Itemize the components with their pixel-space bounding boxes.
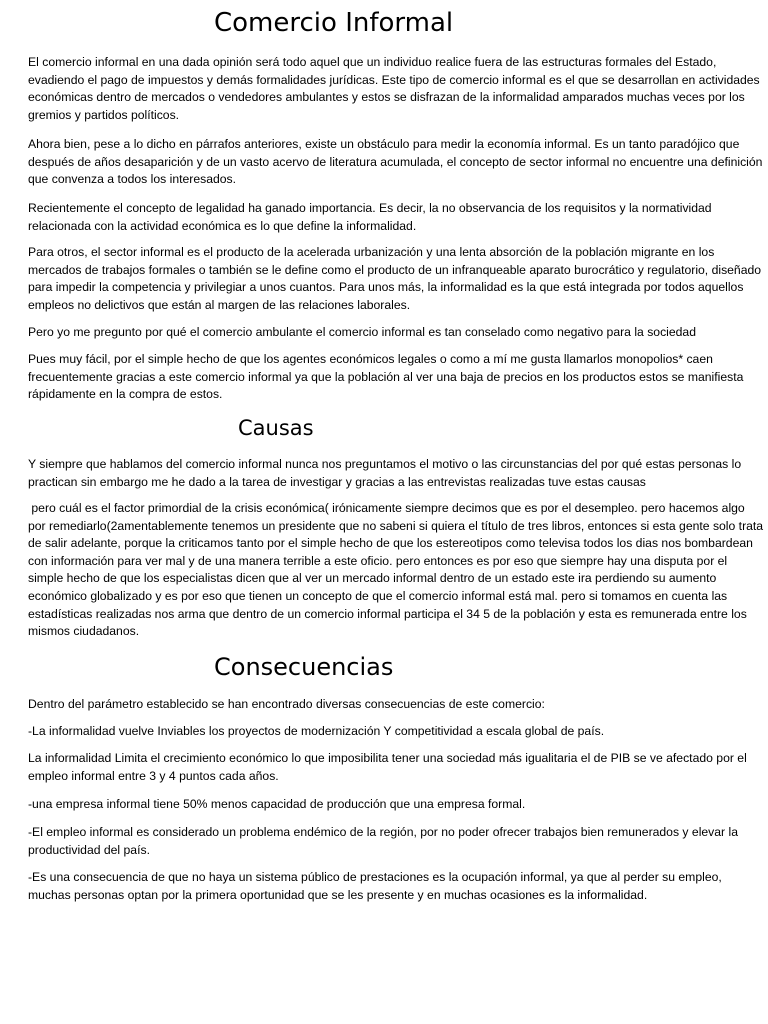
consecuencias-paragraph-3: La informalidad Limita el crecimiento económico lo que imposibilita tener una sociedad más igualitaria el de PIB se ve afectado por el empleo informal entre 3 y 4 puntos cada años. [28, 751, 747, 783]
intro-paragraph-1: El comercio informal en una dada opinión será todo aquel que un individuo realice fuera de las estructuras formales del Estado, evadiendo el pago de impuestos y demás formalidades jurídicas. Este tipo de comercio informal es el que se desarrollan en actividades económicas dentro de mercados o vendedores ambulantes y estos se disfrazan de la informalidad amparados muchas veces por los gremios y partidos políticos. [28, 55, 760, 122]
consecuencias-paragraph-4: -una empresa informal tiene 50% menos capacidad de producción que una empresa formal. [28, 797, 526, 811]
intro-paragraph-3: Recientemente el concepto de legalidad ha ganado importancia. Es decir, la no observancia de los requisitos y la normatividad relacionada con la actividad económica es lo que define la informalidad. [28, 201, 712, 233]
intro-paragraph-6: Pues muy fácil, por el simple hecho de que los agentes económicos legales o como a mí me gusta llamarlos monopolios* caen frecuentemente gracias a este comercio informal ya que la población al ver una baja de precios en los productos estos se manifiesta rápidamente en la compra de estos. [28, 352, 744, 402]
intro-paragraph-4: Para otros, el sector informal es el producto de la acelerada urbanización y una lenta absorción de la población migrante en los mercados de trabajos formales o también se le define como el producto de un infranqueable aparato burocrático y regulatorio, diseñado para impedir la competencia y privilegiar a unos cuantos. Para unos más, la informalidad es la que está integrada por todos aquellos empleos no delictivos que están al margen de las relaciones laborales. [28, 245, 762, 312]
intro-paragraph-5: Pero yo me pregunto por qué el comercio ambulante el comercio informal es tan conselado como negativo para la sociedad [28, 325, 696, 339]
section-heading-consecuencias: Consecuencias [214, 653, 394, 681]
causas-paragraph-2: pero cuál es el factor primordial de la crisis económica( irónicamente siempre decimos que es por el desempleo. pero hacemos algo por remediarlo(2amentablemente tenemos un presidente que no sabeni si quiera el título de tres libros, entonces si esta gente solo trata de salir adelante, porque la criticamos tanto por el simple hecho de que los estereotipos como televisa todos los dias nos bombardean con información para ver mal y de una manera terrible a este oficio. pero entonces es por eso que siempre hay una disputa por el simple hecho de que los especialistas dicen que al ver un mercado informal dentro de un estado este ira perdiendo su aumento económico globalizado y es por eso que tienen un concepto de que el comercio informal está mal. pero si tomamos en cuenta las estadísticas realizadas nos arma que dentro de un comercio informal participa el 34 5 de la población y esta es remunerada entre los mismos ciudadanos. [28, 501, 767, 639]
consecuencias-paragraph-6: -Es una consecuencia de que no haya un sistema público de prestaciones es la ocupación informal, ya que al perder su empleo, muchas personas optan por la primera oportunidad que se les presente y en muchas ocasiones es la informalidad. [28, 870, 722, 902]
causas-paragraph-1: Y siempre que hablamos del comercio informal nunca nos preguntamos el motivo o las circunstancias del por qué estas personas lo practican sin embargo me he dado a la tarea de investigar y gracias a las entrevistas realizadas tuve estas causas [28, 457, 742, 489]
consecuencias-paragraph-5: -El empleo informal es considerado un problema endémico de la región, por no poder ofrecer trabajos bien remunerados y elevar la productividad del país. [28, 825, 738, 857]
intro-paragraph-2: Ahora bien, pese a lo dicho en párrafos anteriores, existe un obstáculo para medir la economía informal. Es un tanto paradójico que después de años desaparición y de un vasto acervo de literatura acumulada, el concepto de sector informal no encuentre una definición que convenza a todos los interesados. [28, 137, 763, 187]
page-title: Comercio Informal [214, 8, 454, 38]
consecuencias-paragraph-1: Dentro del parámetro establecido se han encontrado diversas consecuencias de este comercio: [28, 697, 545, 711]
consecuencias-paragraph-2: -La informalidad vuelve Inviables los proyectos de modernización Y competitividad a escala global de país. [28, 724, 605, 738]
section-heading-causas: Causas [238, 416, 314, 440]
